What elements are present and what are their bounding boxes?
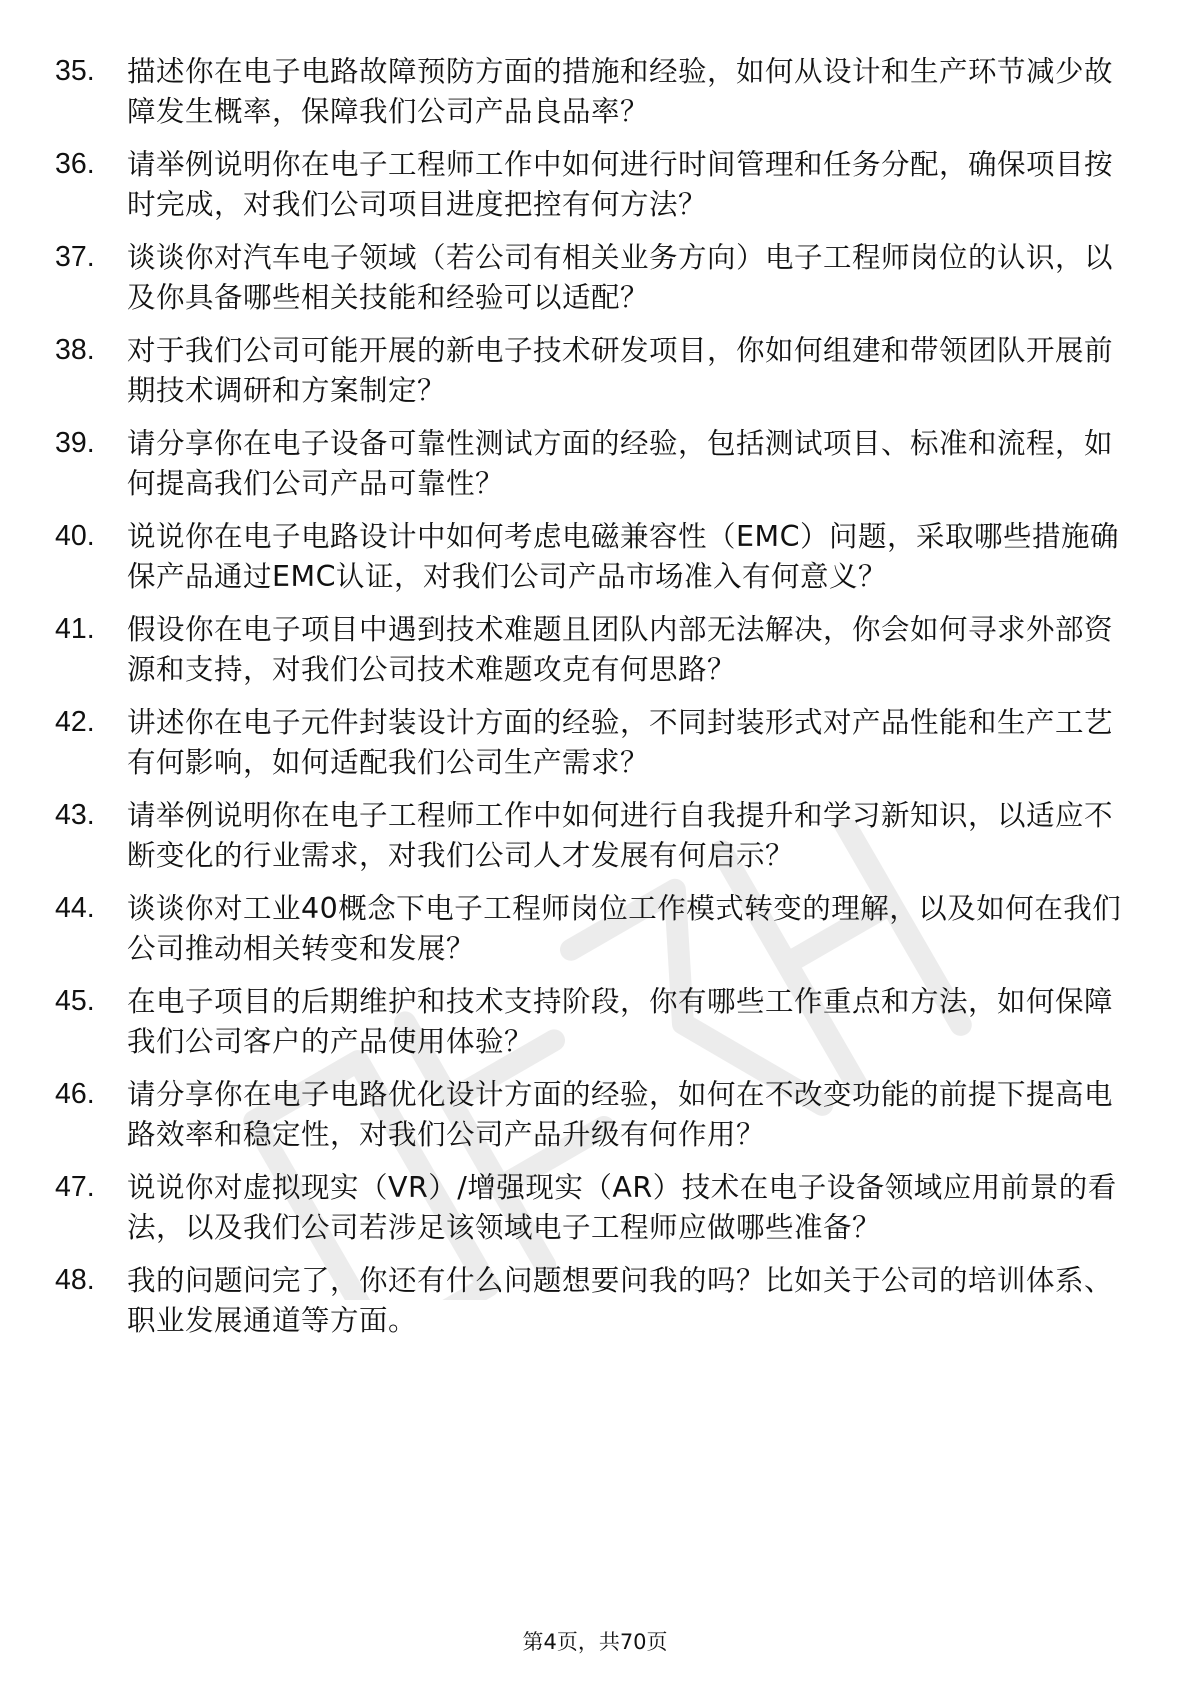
question-item [55,796,1130,875]
question-text: 讲述你在电子元件封装设计方面的经验，不同封装形式对产品性能和生产工艺有何影响，如何适配我们公司生产需求？ [127,706,1114,779]
question-item [55,145,1130,224]
question-text: 我的问题问完了，你还有什么问题想要问我的吗？比如关于公司的培训体系、职业发展通道等方面。 [127,1264,1114,1337]
question-text: 请举例说明你在电子工程师工作中如何进行自我提升和学习新知识，以适应不断变化的行业需求，对我们公司人才发展有何启示？ [127,799,1114,872]
question-item [55,238,1130,317]
question-number: 46. [55,1078,95,1110]
question-item [55,1261,1130,1340]
question-number: 35. [55,55,95,87]
question-number: 39. [55,427,95,459]
question-text: 对于我们公司可能开展的新电子技术研发项目，你如何组建和带领团队开展前期技术调研和方案制定？ [127,334,1114,407]
question-text: 谈谈你对汽车电子领域（若公司有相关业务方向）电子工程师岗位的认识，以及你具备哪些相关技能和经验可以适配？ [127,241,1114,314]
page-number: 第4页，共70页 [522,1630,668,1654]
question-text: 请分享你在电子设备可靠性测试方面的经验，包括测试项目、标准和流程，如何提高我们公司产品可靠性？ [127,427,1114,500]
question-item [55,517,1130,596]
question-number: 37. [55,241,95,273]
question-list [55,52,1130,1354]
question-item [55,703,1130,782]
question-number: 36. [55,148,95,180]
question-item [55,1075,1130,1154]
question-text: 在电子项目的后期维护和技术支持阶段，你有哪些工作重点和方法，如何保障我们公司客户的产品使用体验？ [127,985,1114,1058]
question-text: 描述你在电子电路故障预防方面的措施和经验，如何从设计和生产环节减少故障发生概率，保障我们公司产品良品率？ [127,55,1114,128]
question-text: 请分享你在电子电路优化设计方面的经验，如何在不改变功能的前提下提高电路效率和稳定性，对我们公司产品升级有何作用？ [127,1078,1114,1151]
question-text: 说说你在电子电路设计中如何考虑电磁兼容性（EMC）问题，采取哪些措施确保产品通过EMC认证，对我们公司产品市场准入有何意义？ [127,520,1119,593]
question-text: 谈谈你对工业40概念下电子工程师岗位工作模式转变的理解，以及如何在我们公司推动相关转变和发展？ [127,892,1122,965]
question-item [55,52,1130,131]
question-item [55,1168,1130,1247]
question-item [55,424,1130,503]
question-number: 40. [55,520,95,552]
question-number: 42. [55,706,95,738]
question-item [55,889,1130,968]
question-text: 说说你对虚拟现实（VR）/增强现实（AR）技术在电子设备领域应用前景的看法，以及我们公司若涉足该领域电子工程师应做哪些准备？ [127,1171,1117,1244]
question-number: 38. [55,334,95,366]
question-item [55,610,1130,689]
question-number: 43. [55,799,95,831]
question-number: 41. [55,613,95,645]
question-item [55,982,1130,1061]
question-number: 45. [55,985,95,1017]
question-text: 假设你在电子项目中遇到技术难题且团队内部无法解决，你会如何寻求外部资源和支持，对我们公司技术难题攻克有何思路？ [127,613,1114,686]
question-number: 47. [55,1171,95,1203]
question-item [55,331,1130,410]
question-text: 请举例说明你在电子工程师工作中如何进行时间管理和任务分配，确保项目按时完成，对我们公司项目进度把控有何方法？ [127,148,1114,221]
question-number: 44. [55,892,95,924]
question-number: 48. [55,1264,95,1296]
